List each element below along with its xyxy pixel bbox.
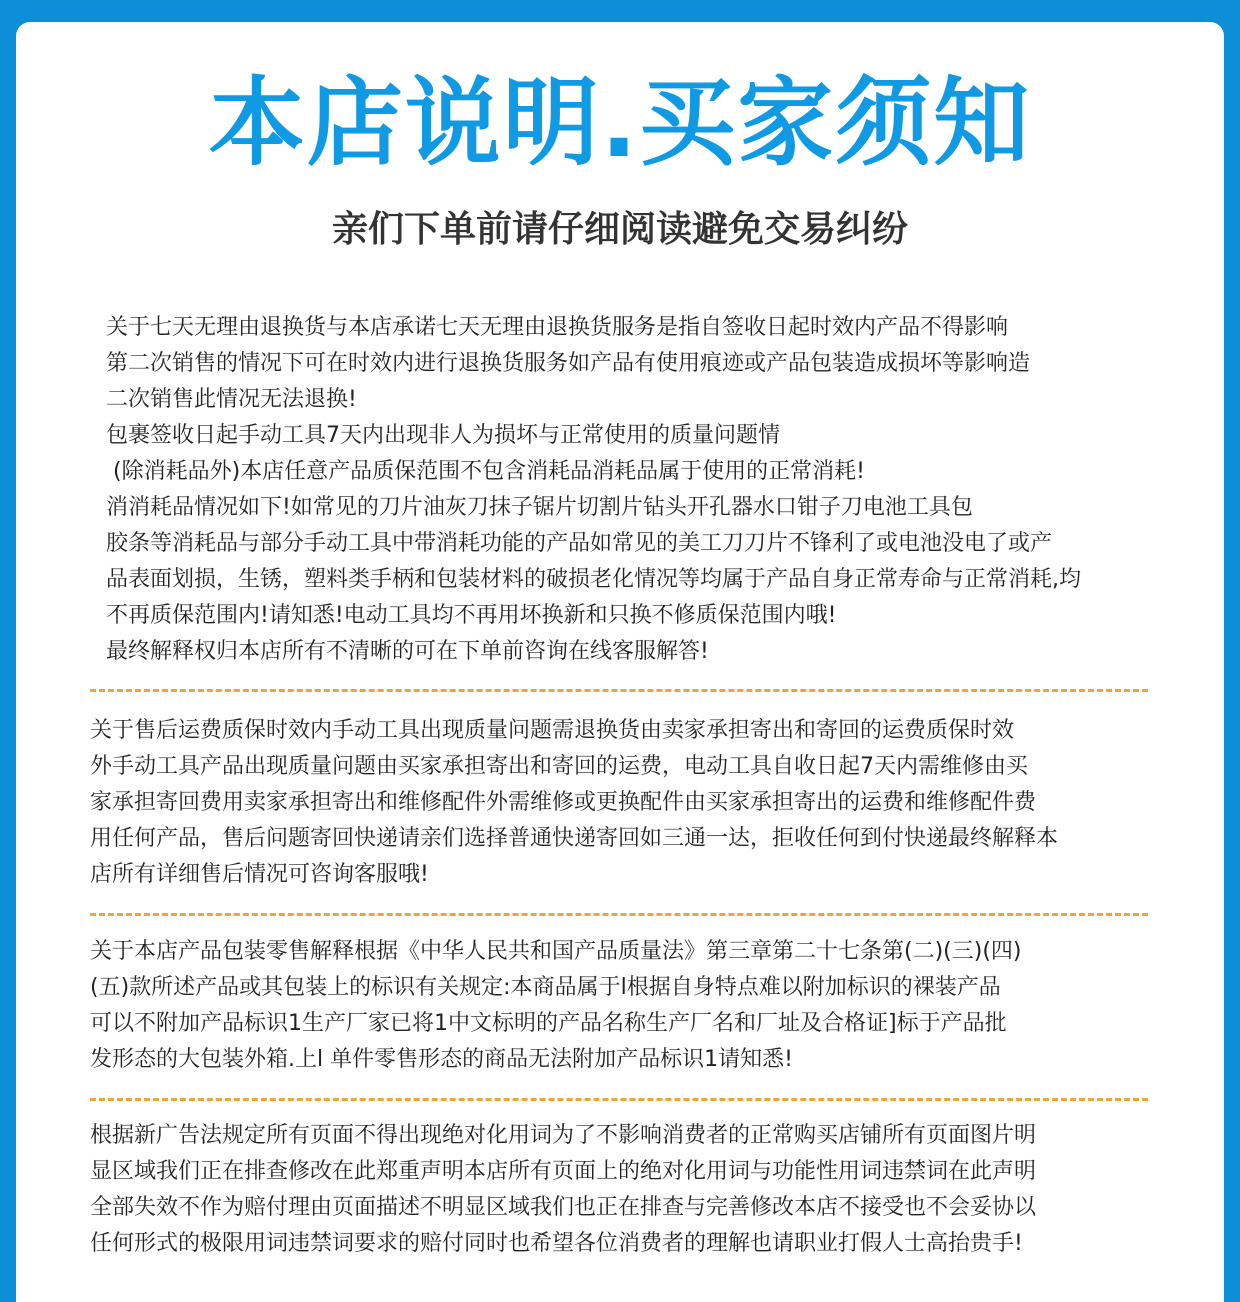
section-packaging-retail <box>90 934 1022 1078</box>
text-line: 包裹签收日起手动工具7天内出现非人为损坏与正常使用的质量问题情 <box>106 423 780 448</box>
text-line: (除消耗品外)本店任意产品质保范围不包含消耗品消耗品属于使用的正常消耗! <box>106 459 865 484</box>
page-subtitle: 亲们下单前请仔细阅读避免交易纠纷 <box>331 209 908 250</box>
section-seven-day-return <box>106 310 1081 670</box>
text-line: 任何形式的极限用词违禁词要求的赔付同时也希望各位消费者的理解也请职业打假人士高抬贵手! <box>90 1231 1023 1256</box>
text-line: 显区域我们正在排查修改在此郑重声明本店所有页面上的绝对化用词与功能性用词违禁词在此声明 <box>90 1159 1037 1184</box>
text-line: 胶条等消耗品与部分手动工具中带消耗功能的产品如常见的美工刀刀片不锋利了或电池没电了或产 <box>106 531 1053 556</box>
text-line: 二次销售此情况无法退换! <box>106 387 357 412</box>
dashed-divider <box>90 1098 1148 1101</box>
text-line: 关于本店产品包装零售解释根据《中华人民共和国产品质量法》第三章第二十七条第(二)(三)(四) <box>90 939 1022 964</box>
text-line: 第二次销售的情况下可在时效内进行退换货服务如产品有使用痕迹或产品包装造成损坏等影响造 <box>106 351 1031 376</box>
text-line: 不再质保范围内!请知悉!电动工具均不再用坏换新和只换不修质保范围内哦! <box>106 603 837 628</box>
text-line: 用任何产品，售后问题寄回快递请亲们选择普通快递寄回如三通一达，拒收任何到付快递最终解释本 <box>90 826 1059 851</box>
text-line: 发形态的大包装外箱.上l 单件零售形态的商品无法附加产品标识1请知悉! <box>90 1047 793 1072</box>
text-line: 关于售后运费质保时效内手动工具出现质量问题需退换货由卖家承担寄出和寄回的运费质保时效 <box>90 718 1015 743</box>
text-line: 外手动工具产品出现质量问题由买家承担寄出和寄回的运费，电动工具自收日起7天内需维修由买 <box>90 754 1029 779</box>
text-line: 关于七天无理由退换货与本店承诺七天无理由退换货服务是指自签收日起时效内产品不得影响 <box>106 315 1009 340</box>
text-line: 店所有详细售后情况可咨询客服哦! <box>90 862 429 887</box>
text-line: 根据新广告法规定所有页面不得出现绝对化用词为了不影响消费者的正常购买店铺所有页面图片明 <box>90 1123 1037 1148</box>
text-line: 全部失效不作为赔付理由页面描述不明显区域我们也正在排查与完善修改本店不接受也不会妥协以 <box>90 1195 1037 1220</box>
text-line: 家承担寄回费用卖家承担寄出和维修配件外需维修或更换配件由买家承担寄出的运费和维修配件费 <box>90 790 1037 815</box>
section-advertising-law <box>90 1118 1036 1262</box>
text-line: (五)款所述产品或其包装上的标识有关规定:本商品属于l根据自身特点难以附加标识的裸装产品 <box>90 975 1001 1000</box>
text-line: 最终解释权归本店所有不清晰的可在下单前咨询在线客服解答! <box>106 639 709 664</box>
dashed-divider <box>90 913 1148 916</box>
page-title: 本店说明.买家须知 <box>208 67 1032 179</box>
dashed-divider <box>90 689 1148 692</box>
text-line: 品表面划损，生锈，塑料类手柄和包装材料的破损老化情况等均属于产品自身正常寿命与正常消耗,均 <box>106 567 1081 592</box>
section-after-sales-shipping <box>90 713 1058 893</box>
text-line: 消消耗品情况如下!如常见的刀片油灰刀抹子锯片切割片钻头开孔器水口钳子刀电池工具包 <box>106 495 973 520</box>
text-line: 可以不附加产品标识1生产厂家已将1中文标明的产品名称生产厂名和厂址及合格证]标于产品批 <box>90 1011 1007 1036</box>
